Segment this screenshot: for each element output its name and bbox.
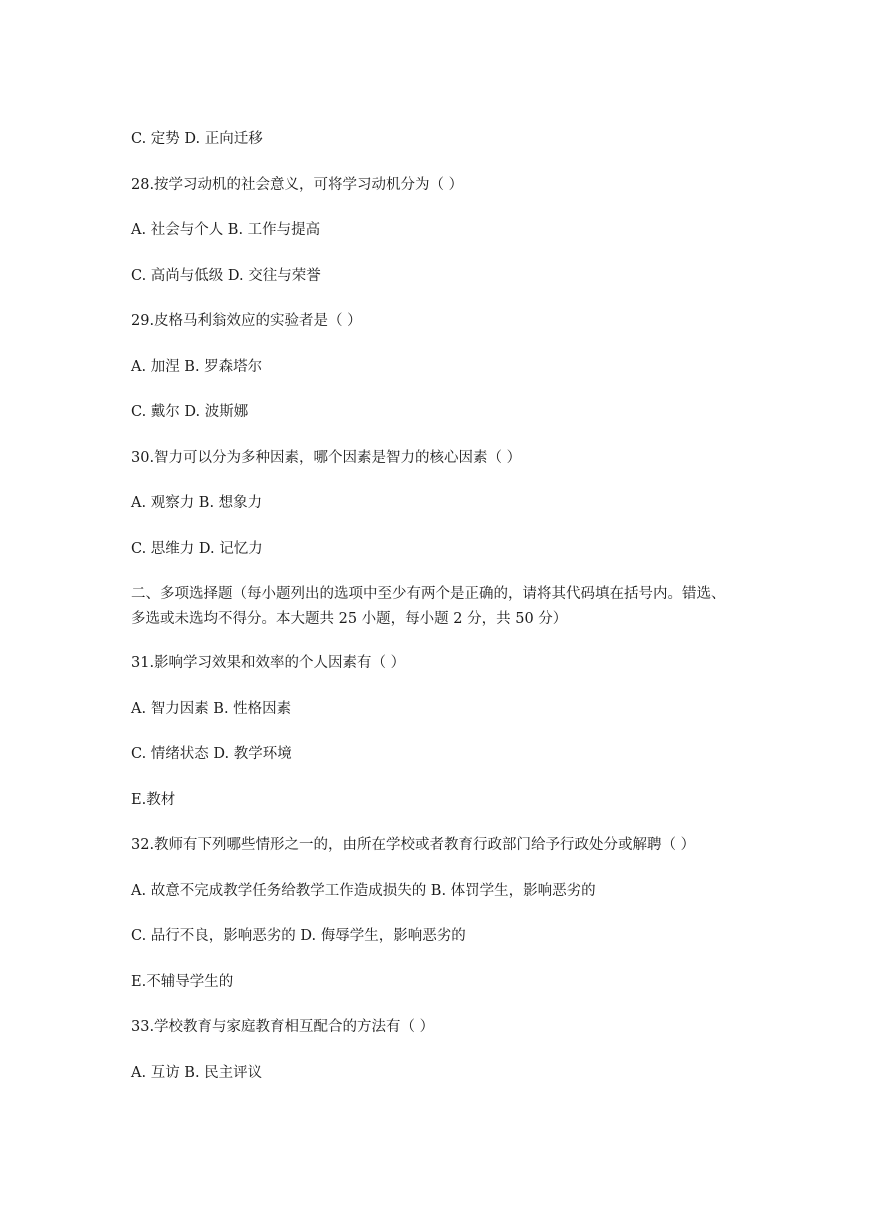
q29-options-ab: A. 加涅 B. 罗森塔尔 [131,359,263,375]
q29-options-cd: C. 戴尔 D. 波斯娜 [131,404,249,420]
q28-options-ab: A. 社会与个人 B. 工作与提高 [131,222,321,238]
q32-option-e: E.不辅导学生的 [131,974,234,990]
q27-options-cd: C. 定势 D. 正向迁移 [131,131,263,147]
q29-question: 29.皮格马利翁效应的实验者是（ ） [131,313,362,329]
q30-question: 30.智力可以分为多种因素，哪个因素是智力的核心因素（ ） [131,450,522,466]
q33-options-ab: A. 互访 B. 民主评议 [131,1065,263,1081]
q32-options-cd: C. 品行不良，影响恶劣的 D. 侮辱学生，影响恶劣的 [131,928,466,944]
section-heading-line2: 多选或未选均不得分。本大题共 25 小题，每小题 2 分，共 50 分） [131,611,568,627]
q30-options-ab: A. 观察力 B. 想象力 [131,495,263,511]
q28-options-cd: C. 高尚与低级 D. 交往与荣誉 [131,268,321,284]
q32-question: 32.教师有下列哪些情形之一的，由所在学校或者教育行政部门给予行政处分或解聘（ ） [131,837,696,853]
q31-options-cd: C. 情绪状态 D. 教学环境 [131,746,292,762]
section-heading-line1: 二、多项选择题（每小题列出的选项中至少有两个是正确的，请将其代码填在括号内。错选、 [131,586,726,602]
q31-options-ab: A. 智力因素 B. 性格因素 [131,701,292,717]
q28-question: 28.按学习动机的社会意义，可将学习动机分为（ ） [131,177,464,193]
q33-question: 33.学校教育与家庭教育相互配合的方法有（ ） [131,1019,435,1035]
q31-question: 31.影响学习效果和效率的个人因素有（ ） [131,655,406,671]
q32-options-ab: A. 故意不完成教学任务给教学工作造成损失的 B. 体罚学生，影响恶劣的 [131,883,596,899]
q30-options-cd: C. 思维力 D. 记忆力 [131,541,263,557]
q31-option-e: E.教材 [131,792,176,808]
